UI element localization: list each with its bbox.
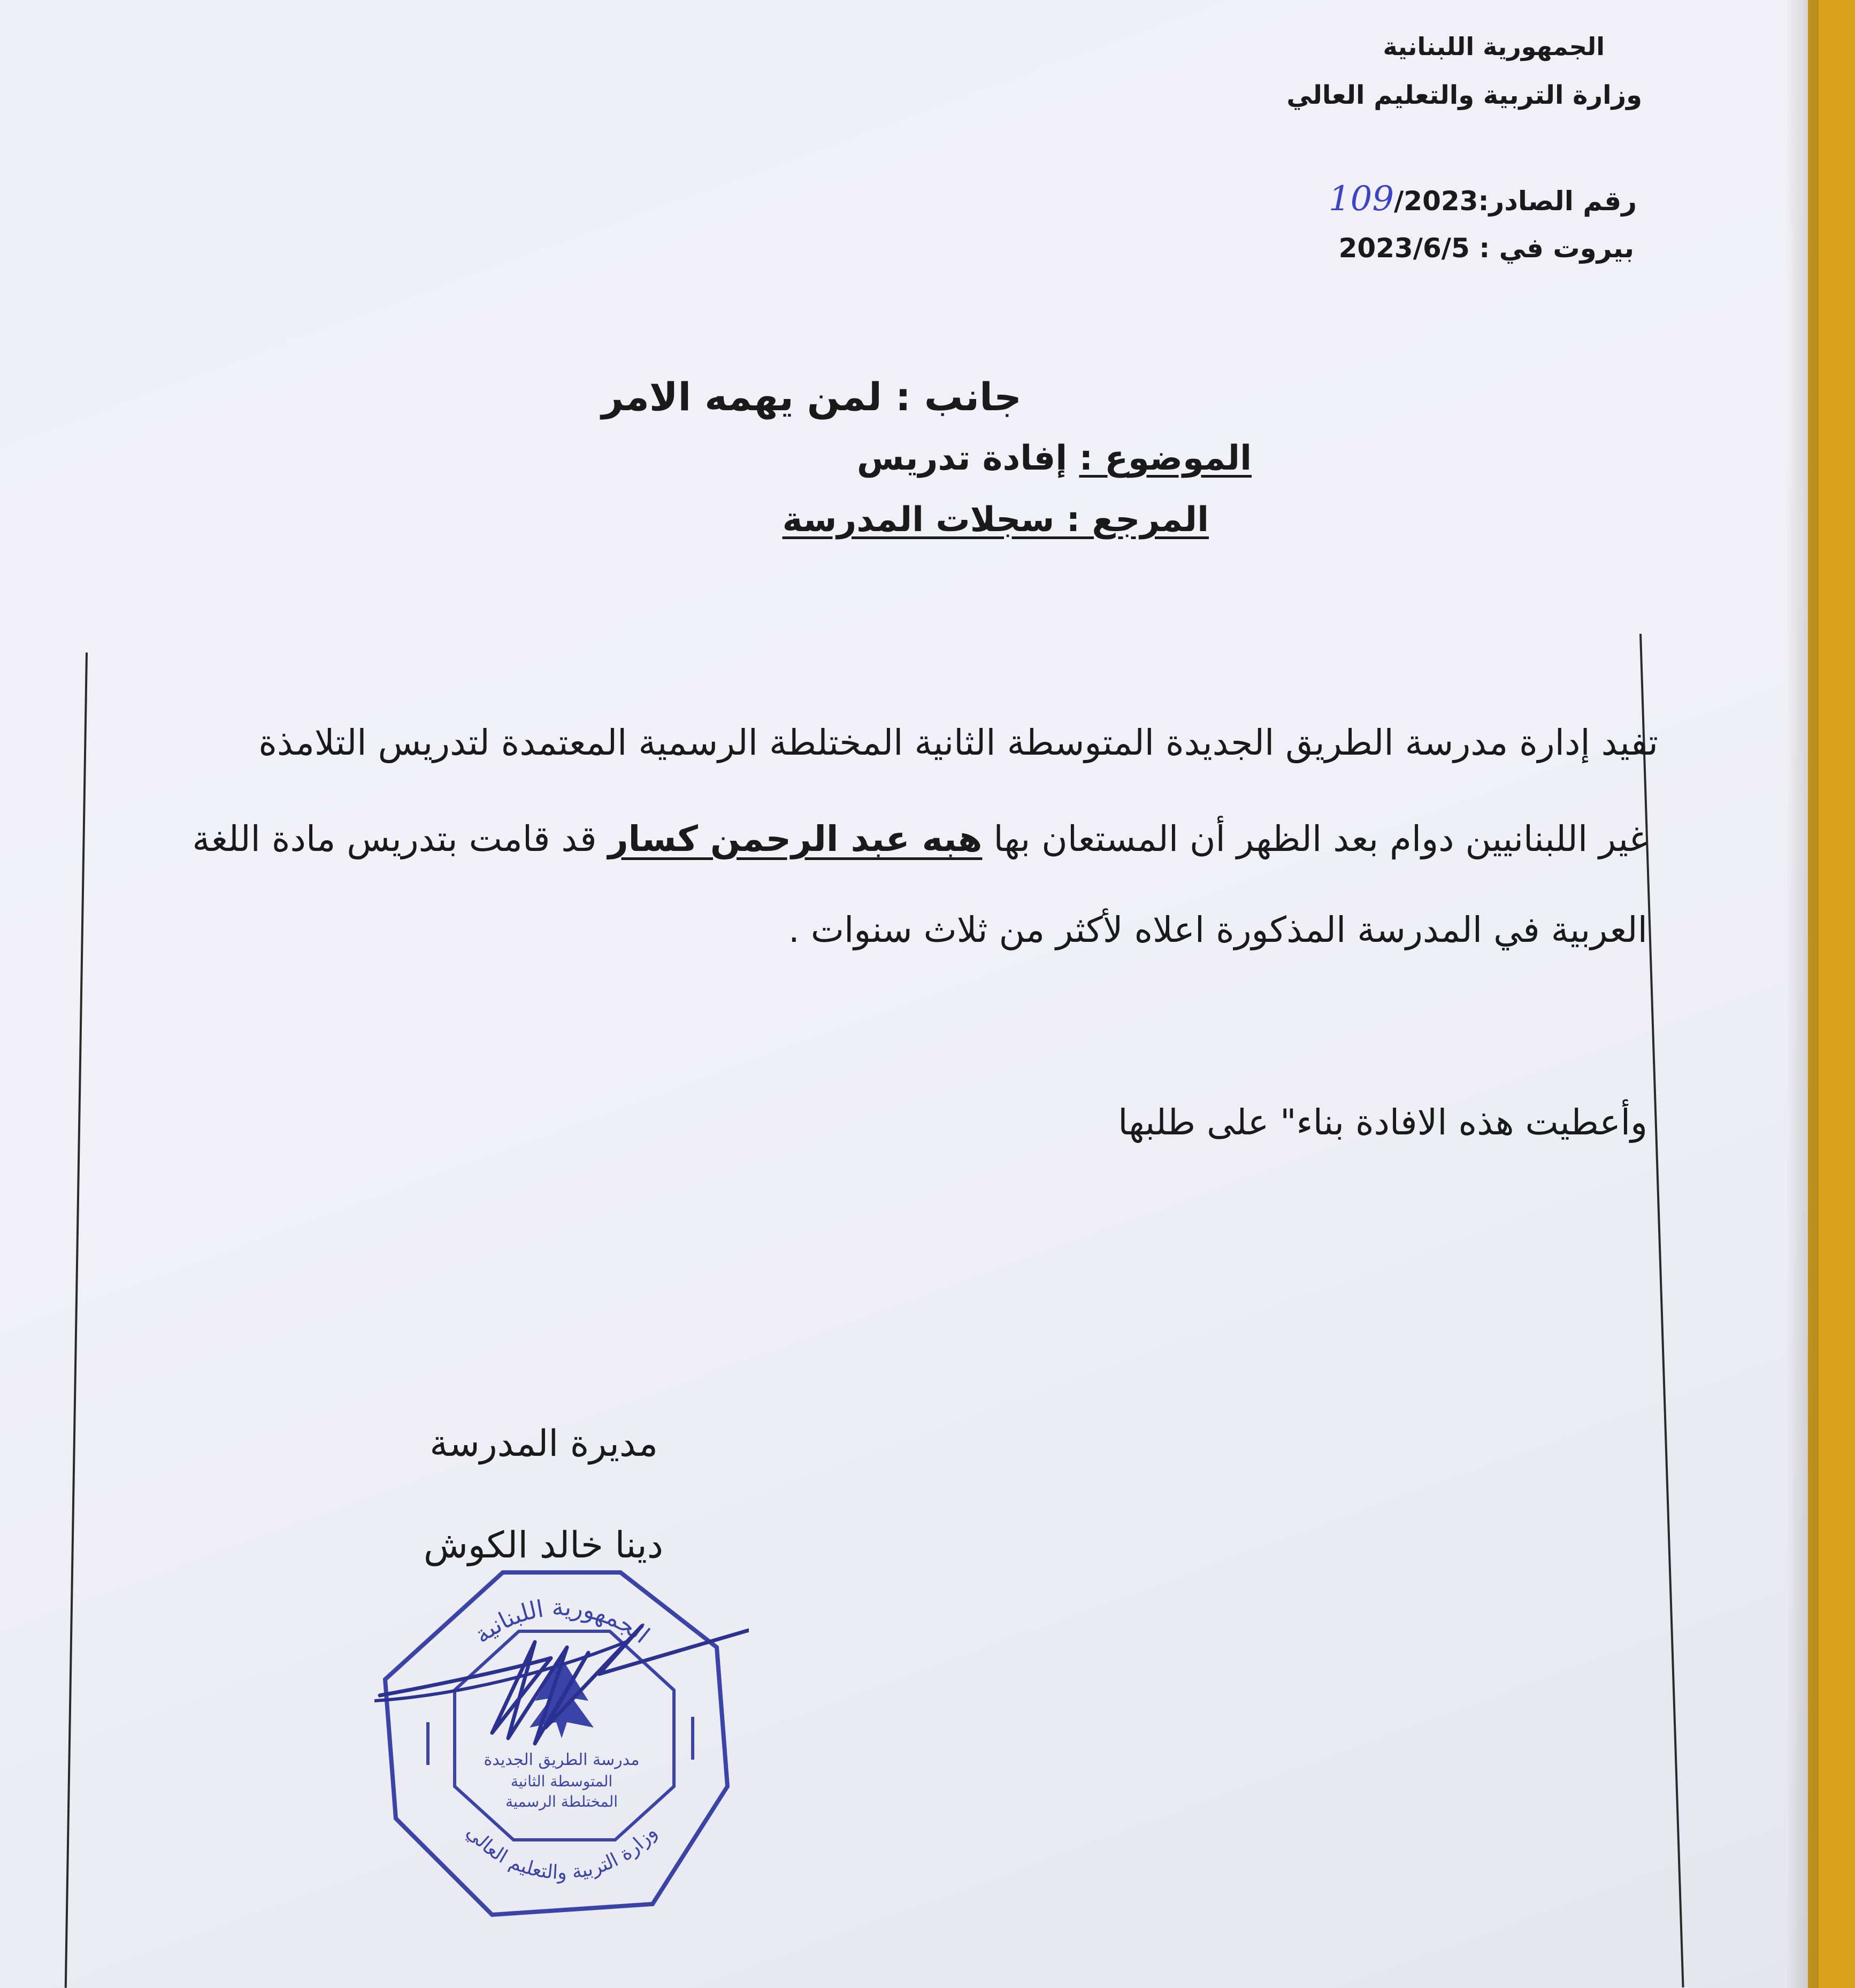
subject-value: إفادة تدريس xyxy=(857,439,1079,478)
ref-label: رقم الصادر: xyxy=(1478,186,1637,217)
reference-value: سجلات المدرسة xyxy=(782,500,1067,540)
stamp-inner-line-3: المختلطة الرسمية xyxy=(505,1793,618,1810)
body-line-1: تفيد إدارة مدرسة الطريق الجديدة المتوسطة الثانية المختلطة الرسمية المعتمدة لتدريس التلامذة xyxy=(258,722,1658,763)
stamp-inner-line-1: مدرسة الطريق الجديدة xyxy=(484,1751,640,1769)
issue-date: 2023/6/5 xyxy=(1338,233,1470,264)
signatory-name: دينا خالد الكوش xyxy=(423,1524,663,1567)
body-line-2b: قد قامت بتدريس مادة اللغة xyxy=(192,818,608,859)
stamp-outer-text: الجمهورية اللبنانية xyxy=(469,1593,655,1649)
signatory-title: مديرة المدرسة xyxy=(430,1423,658,1465)
ministry-header: وزارة التربية والتعليم العالي xyxy=(1286,80,1642,110)
stamp-bottom-text: وزارة التربية والتعليم العالي xyxy=(462,1821,662,1884)
ref-year: /2023 xyxy=(1394,186,1478,217)
place-label: بيروت في : xyxy=(1479,233,1634,264)
paper-edge-shadow xyxy=(1787,0,1819,1988)
body-line-3: العربية في المدرسة المذكورة اعلاه لأكثر من ثلاث سنوات . xyxy=(788,909,1647,950)
body-line-2 xyxy=(192,818,1647,859)
reference-line xyxy=(783,500,1209,540)
reference-label: المرجع : xyxy=(1066,500,1209,540)
teacher-name: هبه عبد الرحمن كسار xyxy=(608,818,983,859)
stamp-inner-line-2: المتوسطة الثانية xyxy=(510,1772,613,1790)
addressee: جانب : لمن يهمه الامر xyxy=(601,374,1022,419)
subject-label: الموضوع : xyxy=(1079,439,1252,478)
subject-line xyxy=(857,439,1252,478)
closing-line: وأعطيت هذه الافادة بناء" على طلبها xyxy=(1118,1102,1647,1143)
frame-left-line xyxy=(65,653,88,1988)
body-line-2a: غير اللبنانيين دوام بعد الظهر أن المستعان بها xyxy=(982,818,1647,859)
ref-handwritten-number: 109 xyxy=(1328,179,1394,219)
official-stamp xyxy=(374,1562,749,1936)
republic-header: الجمهورية اللبنانية xyxy=(1383,32,1605,61)
reference-number-line xyxy=(1329,179,1637,219)
date-line xyxy=(1339,233,1634,264)
